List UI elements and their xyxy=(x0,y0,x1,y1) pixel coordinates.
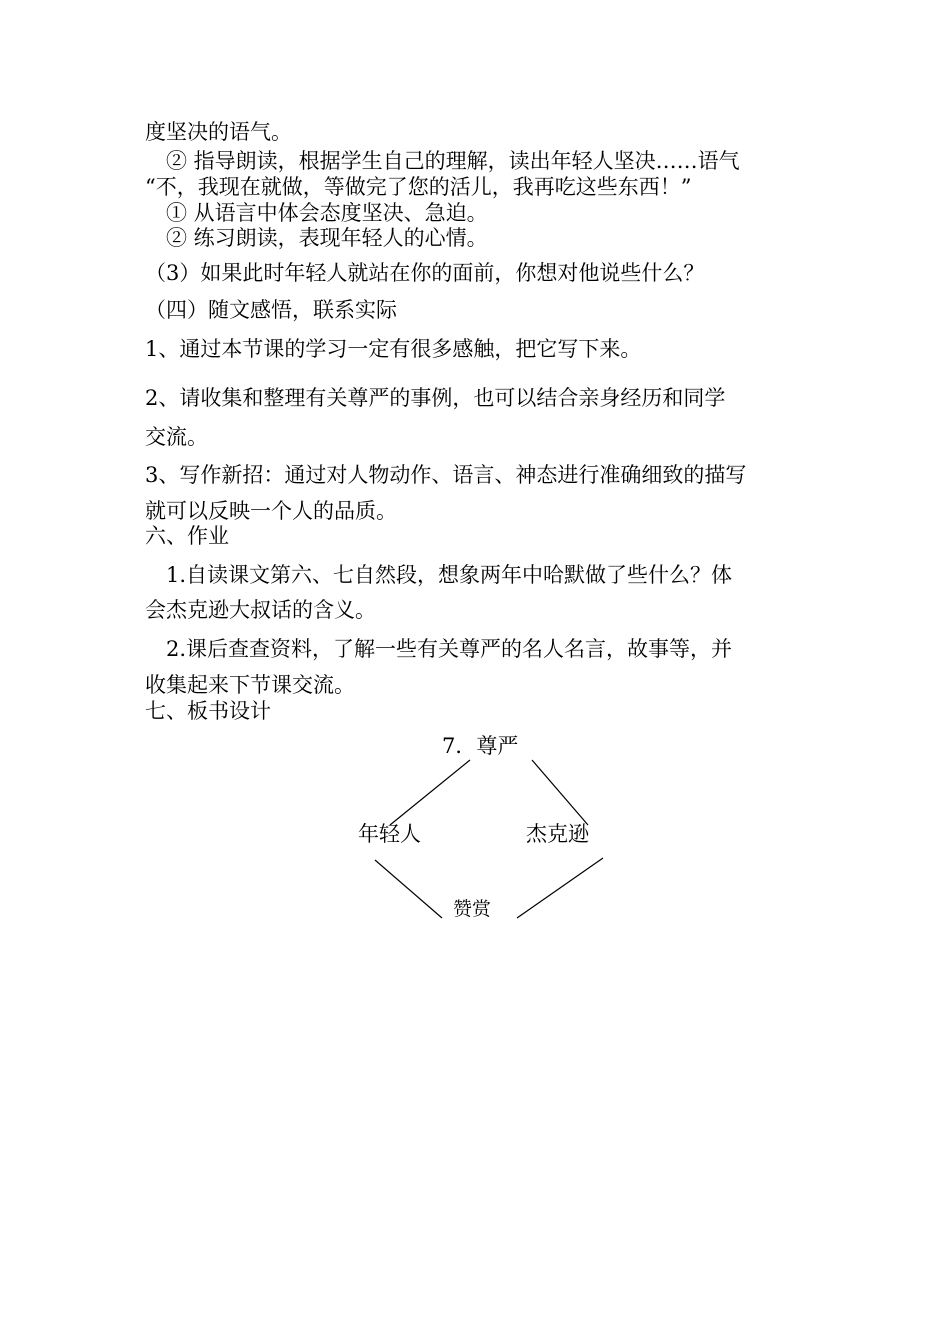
text-line: （3）如果此时年轻人就站在你的面前，你想对他说些什么？ xyxy=(145,261,705,285)
board-bottom-label: 赞赏 xyxy=(453,898,492,920)
text-line: “不，我现在就做，等做完了您的活儿，我再吃这些东西！” xyxy=(145,175,692,199)
section-heading: （四）随文感悟，联系实际 xyxy=(145,298,397,322)
board-line-top-left xyxy=(390,760,470,825)
section-heading: 七、板书设计 xyxy=(145,699,271,723)
text-line: 2、请收集和整理有关尊严的事例，也可以结合亲身经历和同学 xyxy=(145,386,726,410)
text-line: 收集起来下节课交流。 xyxy=(145,673,355,697)
board-left-label: 年轻人 xyxy=(358,822,421,846)
section-heading: 六、作业 xyxy=(145,524,229,548)
board-line-bottom-left xyxy=(375,860,442,918)
text-line: 会杰克逊大叔话的含义。 xyxy=(145,598,376,622)
text-line: ② 指导朗读，根据学生自己的理解，读出年轻人坚决……语气 xyxy=(145,149,740,173)
text-line: ① 从语言中体会态度坚决、急迫。 xyxy=(145,201,488,225)
text-line: 1.自读课文第六、七自然段，想象两年中哈默做了些什么？体 xyxy=(145,563,733,587)
text-line: ② 练习朗读，表现年轻人的心情。 xyxy=(145,226,488,250)
board-right-label: 杰克逊 xyxy=(526,822,589,846)
board-line-top-right xyxy=(532,760,588,825)
board-line-bottom-right xyxy=(517,858,603,918)
board-title: 7．尊严 xyxy=(442,734,519,758)
text-line: 1、通过本节课的学习一定有很多感触，把它写下来。 xyxy=(145,337,642,361)
text-line: 3、写作新招：通过对人物动作、语言、神态进行准确细致的描写 xyxy=(145,463,747,487)
text-line: 2.课后查查资料，了解一些有关尊严的名人名言，故事等，并 xyxy=(145,637,733,661)
text-line: 度坚决的语气。 xyxy=(145,120,292,144)
text-line: 就可以反映一个人的品质。 xyxy=(145,499,397,523)
text-line: 交流。 xyxy=(145,425,208,449)
